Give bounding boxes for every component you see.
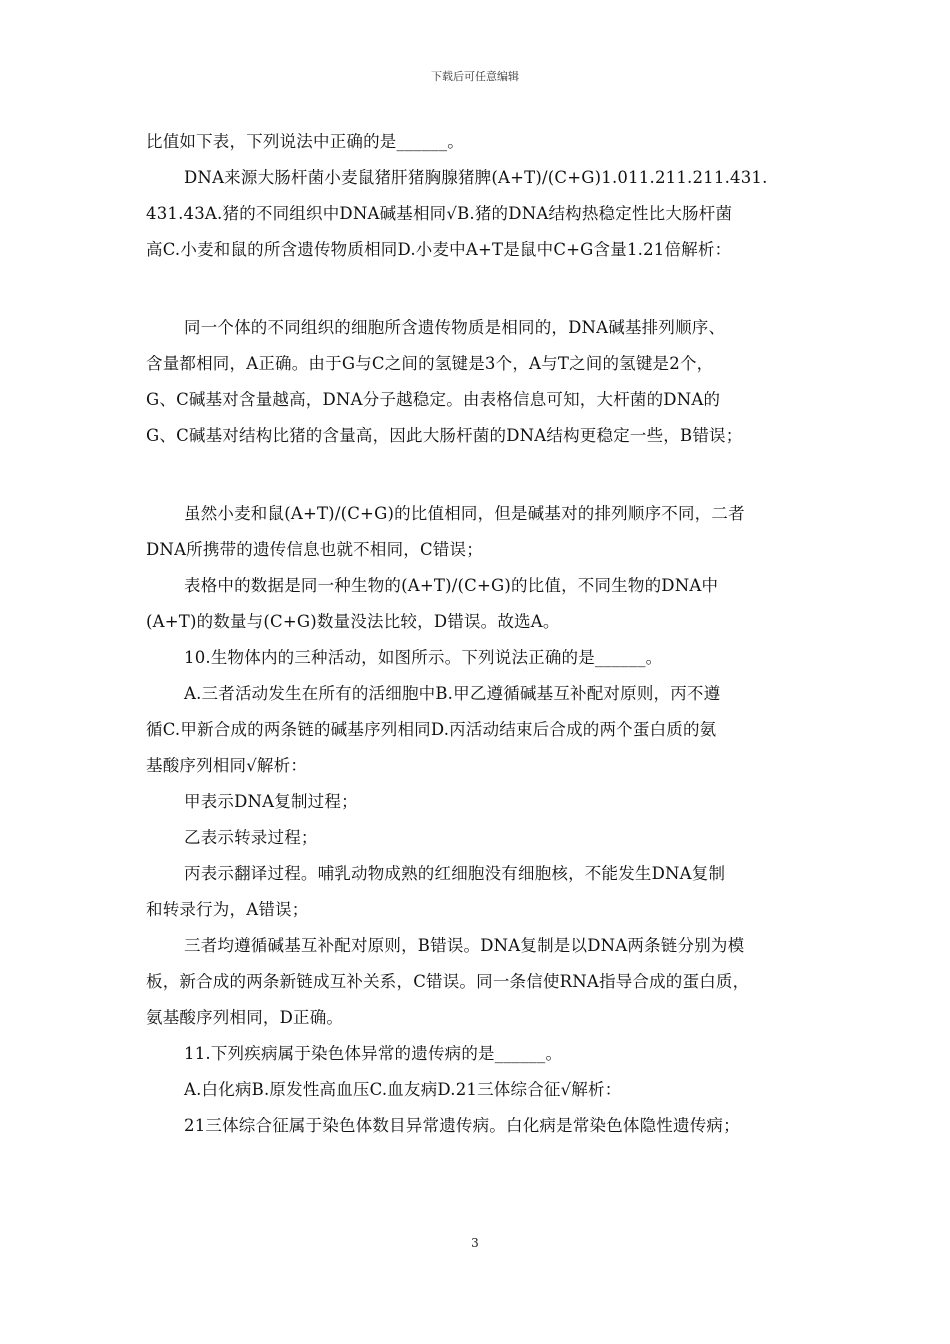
text-line: (A+T)的数量与(C+G)数量没法比较，D错误。故选A。 xyxy=(146,612,560,631)
question-10: 10.生物体内的三种活动，如图所示。下列说法正确的是______。 xyxy=(184,648,663,667)
text-line: A.白化病B.原发性高血压C.血友病D.21三体综合征√解析： xyxy=(184,1080,622,1099)
text-line: 虽然小麦和鼠(A+T)/(C+G)的比值相同，但是碱基对的排列顺序不同，二者 xyxy=(184,504,745,523)
text-line: G、C碱基对含量越高，DNA分子越稳定。由表格信息可知，大杆菌的DNA的 xyxy=(146,390,721,409)
text-line: 和转录行为，A错误； xyxy=(146,900,309,919)
text-line: 基酸序列相同√解析： xyxy=(146,756,308,775)
text-line: 21三体综合征属于染色体数目异常遗传病。白化病是常染色体隐性遗传病； xyxy=(184,1116,740,1135)
text-line: 431.43A.猪的不同组织中DNA碱基相同√B.猪的DNA结构热稳定性比大肠杆菌 xyxy=(146,204,733,223)
text-line: 循C.甲新合成的两条链的碱基序列相同D.丙活动结束后合成的两个蛋白质的氨 xyxy=(146,720,717,739)
text-line: 丙表示翻译过程。哺乳动物成熟的红细胞没有细胞核，不能发生DNA复制 xyxy=(184,864,726,883)
text-line: 高C.小麦和鼠的所含遗传物质相同D.小麦中A+T是鼠中C+G含量1.21倍解析： xyxy=(146,240,732,259)
text-line: 板，新合成的两条新链成互补关系，C错误。同一条信使RNA指导合成的蛋白质， xyxy=(146,972,750,991)
text-line: DNA来源大肠杆菌小麦鼠猪肝猪胸腺猪脾(A+T)/(C+G)1.011.211.211.431. xyxy=(184,168,768,187)
text-line: A.三者活动发生在所有的活细胞中B.甲乙遵循碱基互补配对原则，丙不遵 xyxy=(184,684,721,703)
text-line: 氨基酸序列相同，D正确。 xyxy=(146,1008,344,1027)
text-line: 乙表示转录过程； xyxy=(184,828,318,847)
page-number: 3 xyxy=(471,1236,479,1250)
text-line: 表格中的数据是同一种生物的(A+T)/(C+G)的比值，不同生物的DNA中 xyxy=(184,576,719,595)
text-line: DNA所携带的遗传信息也就不相同，C错误； xyxy=(146,540,483,559)
question-11: 11.下列疾病属于染色体异常的遗传病的是______。 xyxy=(184,1044,563,1063)
text-line: G、C碱基对结构比猪的含量高，因此大肠杆菌的DNA结构更稳定一些，B错误； xyxy=(146,426,743,445)
text-line: 三者均遵循碱基互补配对原则，B错误。DNA复制是以DNA两条链分别为模 xyxy=(184,936,745,955)
text-line: 含量都相同，A正确。由于G与C之间的氢键是3个，A与T之间的氢键是2个， xyxy=(146,354,714,373)
text-line: 比值如下表，下列说法中正确的是______。 xyxy=(146,132,464,151)
page-header: 下载后可任意编辑 xyxy=(431,70,519,83)
text-line: 甲表示DNA复制过程； xyxy=(184,792,358,811)
text-line: 同一个体的不同组织的细胞所含遗传物质是相同的，DNA碱基排列顺序、 xyxy=(184,318,726,337)
